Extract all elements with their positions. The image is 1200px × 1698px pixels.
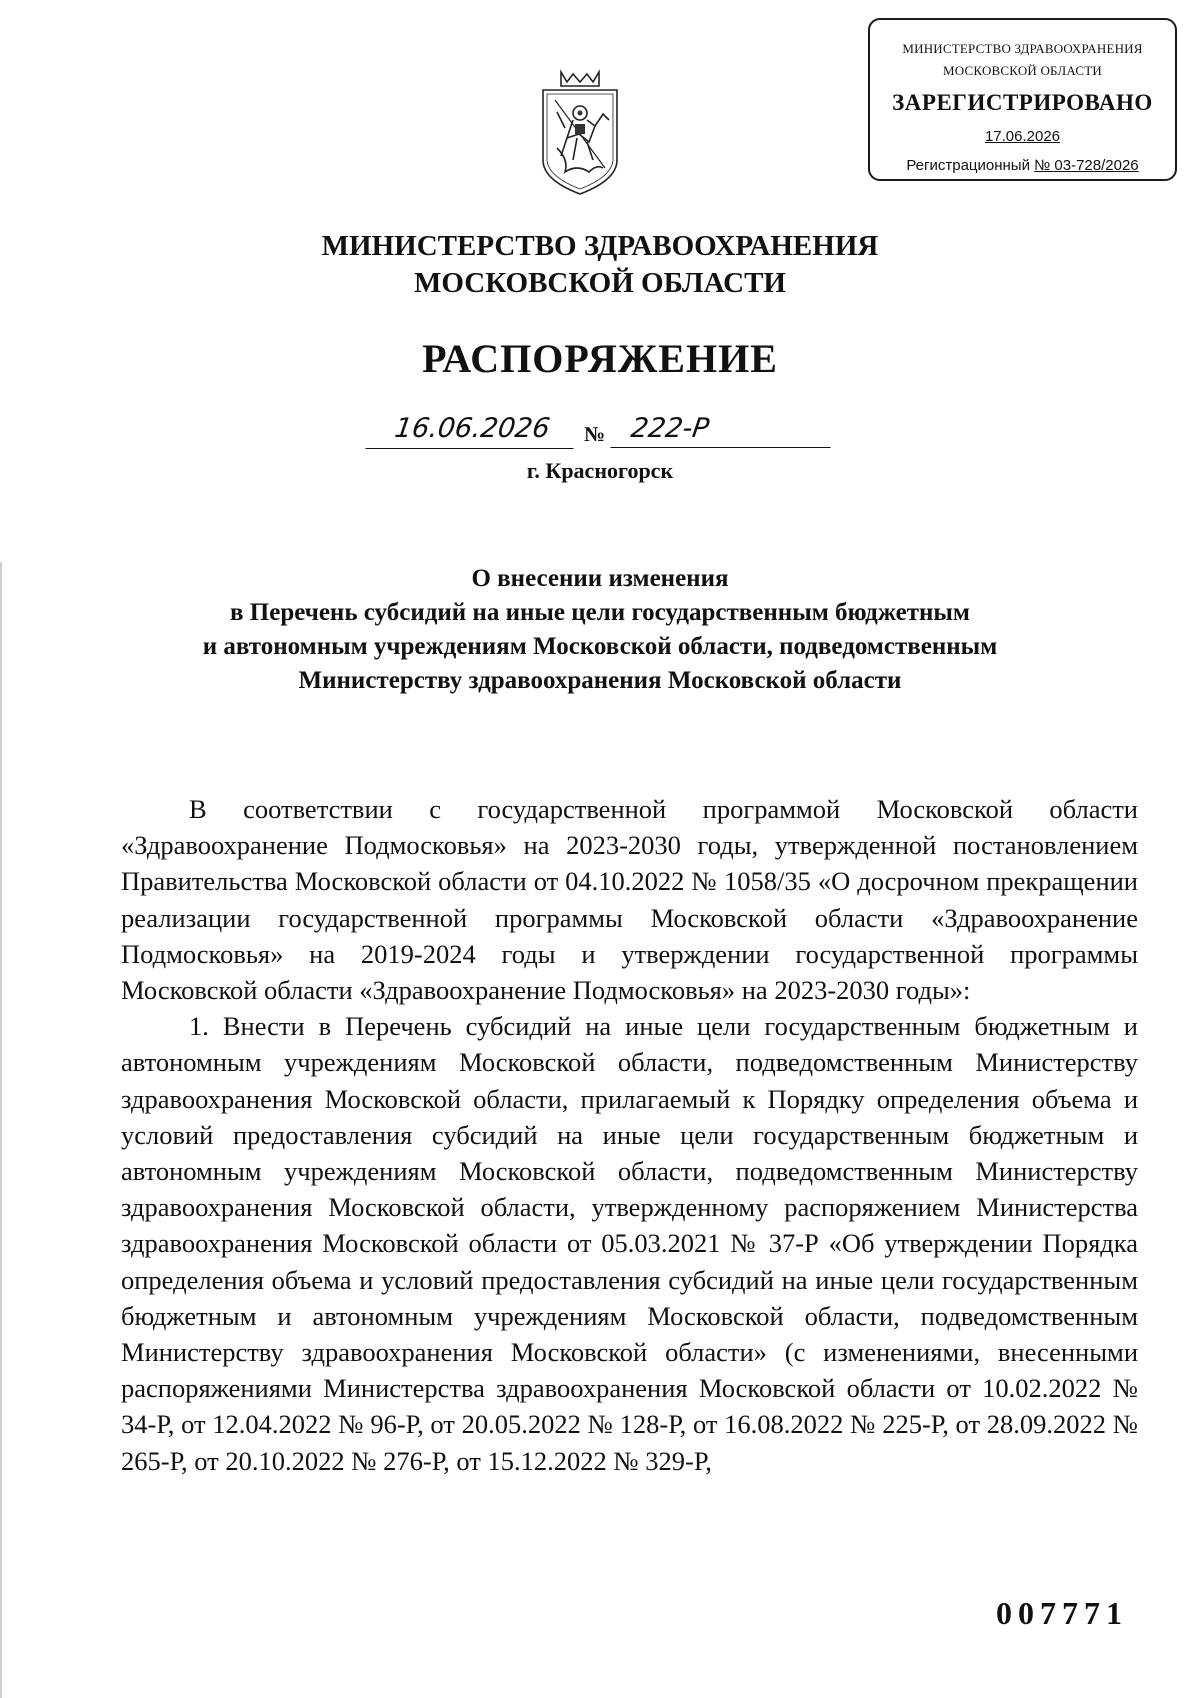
- scan-edge-line: [0, 562, 2, 1698]
- issuing-organization: [0, 228, 1200, 302]
- document-type-title: РАСПОРЯЖЕНИЕ: [422, 336, 778, 381]
- org-name-line1: МИНИСТЕРСТВО ЗДРАВООХРАНЕНИЯ: [321, 230, 879, 262]
- body-paragraph-preamble: В соответствии с государственной программой Московской области «Здравоохранение Подмосковья» на 2023-2030 годы, утвержденной постановлением Правительства Московской области от 04.10.2022 № 1058/35 «О досрочном прекращении реализации государственной программы Московской области «Здравоохранение Подмосковья» на 2019-2024 годы и утверждении государственной программы Московской области «Здравоохранение Подмосковья» на 2023-2030 годы»:: [121, 794, 1138, 1006]
- stamp-org-line1: МИНИСТЕРСТВО ЗДРАВООХРАНЕНИЯ: [902, 41, 1143, 56]
- subject-line2: в Перечень субсидий на иные цели государственным бюджетным: [230, 599, 970, 626]
- document-number: 222-Р: [610, 412, 835, 448]
- number-label: №: [584, 422, 606, 446]
- stamp-reg-number: № 03-728/2026: [1034, 157, 1139, 174]
- subject-line1: О внесении изменения: [471, 565, 729, 592]
- stamp-date: 17.06.2026: [984, 128, 1061, 145]
- stamp-organization: [870, 38, 1175, 82]
- org-name-line2: МОСКОВСКОЙ ОБЛАСТИ: [413, 267, 786, 299]
- subject-line4: Министерству здравоохранения Московской области: [298, 667, 902, 694]
- document-date-number-line: [368, 412, 836, 452]
- moscow-oblast-coat-of-arms-icon: [537, 68, 623, 198]
- document-subject: [0, 562, 1200, 698]
- stamp-org-line2: МОСКОВСКОЙ ОБЛАСТИ: [943, 63, 1102, 78]
- form-serial-number: 007771: [996, 1595, 1128, 1631]
- body-paragraph-item-1: 1. Внести в Перечень субсидий на иные цели государственным бюджетным и автономным учреждениям Московской области, подведомственным Министерству здравоохранения Московской области, прилагаемый к Порядку определения объема и условий предоставления субсидий на иные цели государственным бюджетным и автономным учреждениям Московской области, подведомственным Министерству здравоохранения Московской области, утвержденному распоряжением Министерства здравоохранения Московской области от 05.03.2021 № 37-Р «Об утверждении Порядка определения объема и условий предоставления субсидий на иные цели государственным бюджетным и автономным учреждениям Московской области, подведомственным Министерству здравоохранения Московской области» (с изменениями, внесенными распоряжениями Министерства здравоохранения Московской области от 10.02.2022 № 34-Р, от 12.04.2022 № 96-Р, от 20.05.2022 № 128-Р, от 16.08.2022 № 225-Р, от 28.09.2022 № 265-Р, от 20.10.2022 № 276-Р, от 15.12.2022 № 329-Р,: [121, 1011, 1138, 1476]
- subject-line3: и автономным учреждениям Московской области, подведомственным: [202, 633, 998, 660]
- stamp-status: ЗАРЕГИСТРИРОВАНО: [892, 90, 1153, 115]
- stamp-registration-number: [870, 157, 1175, 174]
- document-city: г. Красногорск: [526, 458, 674, 483]
- document-date: 16.06.2026: [365, 412, 578, 449]
- stamp-reg-label: Регистрационный: [906, 157, 1035, 174]
- document-body: [121, 791, 1138, 1479]
- registration-stamp: [868, 18, 1177, 181]
